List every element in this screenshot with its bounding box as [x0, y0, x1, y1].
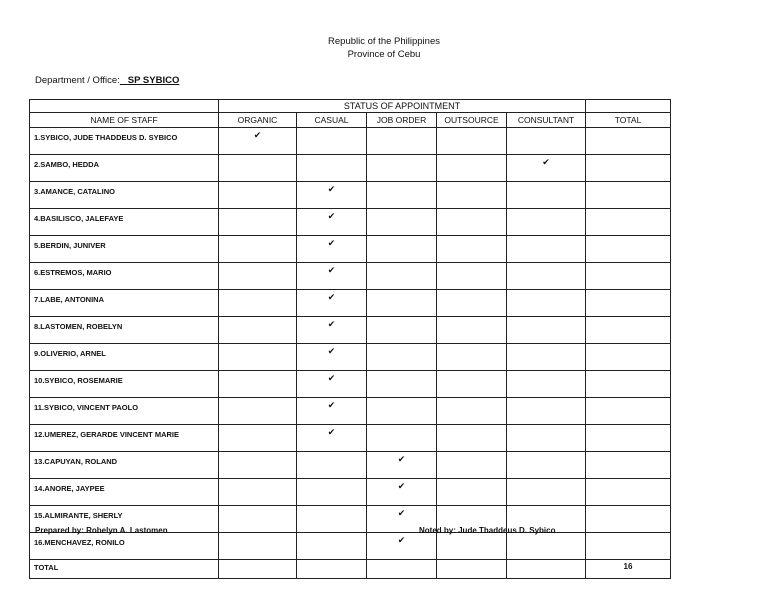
table-row: [30, 533, 671, 560]
department-label: Department / Office:: [35, 75, 120, 86]
empty-cell: [437, 263, 507, 290]
header-province: Province of Cebu: [347, 49, 421, 60]
table-row: [30, 425, 671, 452]
empty-cell: [219, 155, 297, 182]
empty-cell: [219, 236, 297, 263]
staff-name: 3.AMANCE, CATALINO: [30, 182, 219, 209]
empty-cell: [219, 533, 297, 560]
staff-name: 11.SYBICO, VINCENT PAOLO: [30, 398, 219, 425]
empty-cell: [367, 317, 437, 344]
empty-cell: [297, 560, 367, 579]
empty-cell: [297, 452, 367, 479]
empty-cell: [219, 452, 297, 479]
empty-cell: [586, 155, 671, 182]
empty-cell: [507, 209, 586, 236]
check-mark-icon: ✔: [367, 479, 437, 506]
empty-cell: [367, 398, 437, 425]
empty-cell: [219, 425, 297, 452]
appointment-status-table: [29, 99, 671, 579]
table-row: [30, 290, 671, 317]
check-mark-icon: ✔: [297, 209, 367, 236]
empty-cell: [586, 236, 671, 263]
empty-cell: [367, 182, 437, 209]
empty-cell: [219, 371, 297, 398]
empty-cell: [437, 371, 507, 398]
table-row: [30, 263, 671, 290]
empty-cell: [367, 263, 437, 290]
empty-cell: [507, 128, 586, 155]
staff-name: 7.LABE, ANTONINA: [30, 290, 219, 317]
department-line: [35, 75, 179, 86]
check-mark-icon: ✔: [367, 533, 437, 560]
empty-cell: [586, 425, 671, 452]
empty-cell: [219, 560, 297, 579]
empty-cell: [367, 344, 437, 371]
empty-cell: [437, 236, 507, 263]
table-row: [30, 128, 671, 155]
staff-name: 1.SYBICO, JUDE THADDEUS D. SYBICO: [30, 128, 219, 155]
staff-name: 9.OLIVERIO, ARNEL: [30, 344, 219, 371]
empty-cell: [437, 398, 507, 425]
total-value: 16: [586, 560, 671, 579]
check-mark-icon: ✔: [367, 452, 437, 479]
empty-cell: [219, 263, 297, 290]
empty-cell: [437, 128, 507, 155]
table-row: [30, 317, 671, 344]
check-mark-icon: ✔: [297, 317, 367, 344]
empty-cell: [586, 479, 671, 506]
check-mark-icon: ✔: [367, 506, 437, 533]
empty-cell: [297, 128, 367, 155]
staff-name: 16.MENCHAVEZ, RONILO: [30, 533, 219, 560]
empty-cell: [297, 506, 367, 533]
table-row: [30, 182, 671, 209]
empty-cell: [367, 425, 437, 452]
empty-cell: [586, 209, 671, 236]
department-value: [120, 75, 180, 86]
empty-cell: [586, 263, 671, 290]
empty-cell: [507, 425, 586, 452]
staff-name: 15.ALMIRANTE, SHERLY: [30, 506, 219, 533]
staff-name: 14.ANORE, JAYPEE: [30, 479, 219, 506]
empty-cell: [507, 344, 586, 371]
table-title-spacer-right: [586, 100, 671, 113]
col-header-organic: ORGANIC: [219, 113, 297, 128]
check-mark-icon: ✔: [297, 182, 367, 209]
table-row: [30, 236, 671, 263]
empty-cell: [586, 398, 671, 425]
empty-cell: [507, 479, 586, 506]
table-title: STATUS OF APPOINTMENT: [219, 100, 586, 113]
check-mark-icon: ✔: [297, 398, 367, 425]
empty-cell: [507, 398, 586, 425]
empty-cell: [507, 290, 586, 317]
empty-cell: [586, 290, 671, 317]
staff-name: 4.BASILISCO, JALEFAYE: [30, 209, 219, 236]
table-title-row: [30, 100, 671, 113]
col-header-consultant: CONSULTANT: [507, 113, 586, 128]
empty-cell: [367, 209, 437, 236]
check-mark-icon: ✔: [507, 155, 586, 182]
empty-cell: [219, 209, 297, 236]
empty-cell: [586, 533, 671, 560]
staff-name: 2.SAMBO, HEDDA: [30, 155, 219, 182]
empty-cell: [507, 533, 586, 560]
table-row: [30, 209, 671, 236]
staff-name: 10.SYBICO, ROSEMARIE: [30, 371, 219, 398]
prepared-by: Prepared by: Robelyn A. Lastomen: [35, 526, 168, 535]
empty-cell: [219, 290, 297, 317]
empty-cell: [297, 155, 367, 182]
check-mark-icon: ✔: [297, 263, 367, 290]
table-row: [30, 452, 671, 479]
staff-name: 8.LASTOMEN, ROBELYN: [30, 317, 219, 344]
header-republic: Republic of the Philippines: [328, 36, 440, 47]
table-row: [30, 479, 671, 506]
empty-cell: [437, 533, 507, 560]
empty-cell: [297, 533, 367, 560]
noted-by: Noted by: Jude Thaddeus D. Sybico: [419, 526, 556, 535]
empty-cell: [219, 182, 297, 209]
staff-name: 5.BERDIN, JUNIVER: [30, 236, 219, 263]
empty-cell: [507, 263, 586, 290]
empty-cell: [437, 317, 507, 344]
col-header-total: TOTAL: [586, 113, 671, 128]
empty-cell: [586, 371, 671, 398]
table-row: [30, 344, 671, 371]
staff-name: 13.CAPUYAN, ROLAND: [30, 452, 219, 479]
empty-cell: [367, 290, 437, 317]
total-label: TOTAL: [30, 560, 219, 579]
empty-cell: [437, 209, 507, 236]
check-mark-icon: ✔: [297, 236, 367, 263]
empty-cell: [586, 452, 671, 479]
empty-cell: [507, 371, 586, 398]
empty-cell: [367, 236, 437, 263]
empty-cell: [437, 182, 507, 209]
check-mark-icon: ✔: [297, 344, 367, 371]
check-mark-icon: ✔: [297, 290, 367, 317]
check-mark-icon: ✔: [297, 371, 367, 398]
col-header-outsource: OUTSOURCE: [437, 113, 507, 128]
empty-cell: [219, 398, 297, 425]
empty-cell: [586, 344, 671, 371]
empty-cell: [507, 236, 586, 263]
empty-cell: [507, 560, 586, 579]
check-mark-icon: ✔: [219, 128, 297, 155]
empty-cell: [437, 344, 507, 371]
empty-cell: [437, 479, 507, 506]
table-row: [30, 155, 671, 182]
empty-cell: [437, 155, 507, 182]
empty-cell: [437, 425, 507, 452]
empty-cell: [367, 560, 437, 579]
department-value-text: SP SYBICO: [127, 75, 180, 86]
col-header-casual: CASUAL: [297, 113, 367, 128]
table-row: [30, 398, 671, 425]
col-header-name: NAME OF STAFF: [30, 113, 219, 128]
empty-cell: [219, 344, 297, 371]
staff-name: 6.ESTREMOS, MARIO: [30, 263, 219, 290]
empty-cell: [219, 479, 297, 506]
empty-cell: [507, 452, 586, 479]
empty-cell: [586, 506, 671, 533]
empty-cell: [367, 128, 437, 155]
empty-cell: [507, 182, 586, 209]
table-header-row: [30, 113, 671, 128]
empty-cell: [297, 479, 367, 506]
table-row: [30, 371, 671, 398]
total-row: [30, 560, 671, 579]
empty-cell: [219, 506, 297, 533]
empty-cell: [437, 560, 507, 579]
check-mark-icon: ✔: [297, 425, 367, 452]
empty-cell: [367, 155, 437, 182]
empty-cell: [367, 371, 437, 398]
col-header-job-order: JOB ORDER: [367, 113, 437, 128]
staff-name: 12.UMEREZ, GERARDE VINCENT MARIE: [30, 425, 219, 452]
empty-cell: [219, 317, 297, 344]
empty-cell: [437, 452, 507, 479]
empty-cell: [586, 317, 671, 344]
table-title-spacer: [30, 100, 219, 113]
empty-cell: [437, 290, 507, 317]
empty-cell: [586, 182, 671, 209]
empty-cell: [507, 317, 586, 344]
empty-cell: [586, 128, 671, 155]
